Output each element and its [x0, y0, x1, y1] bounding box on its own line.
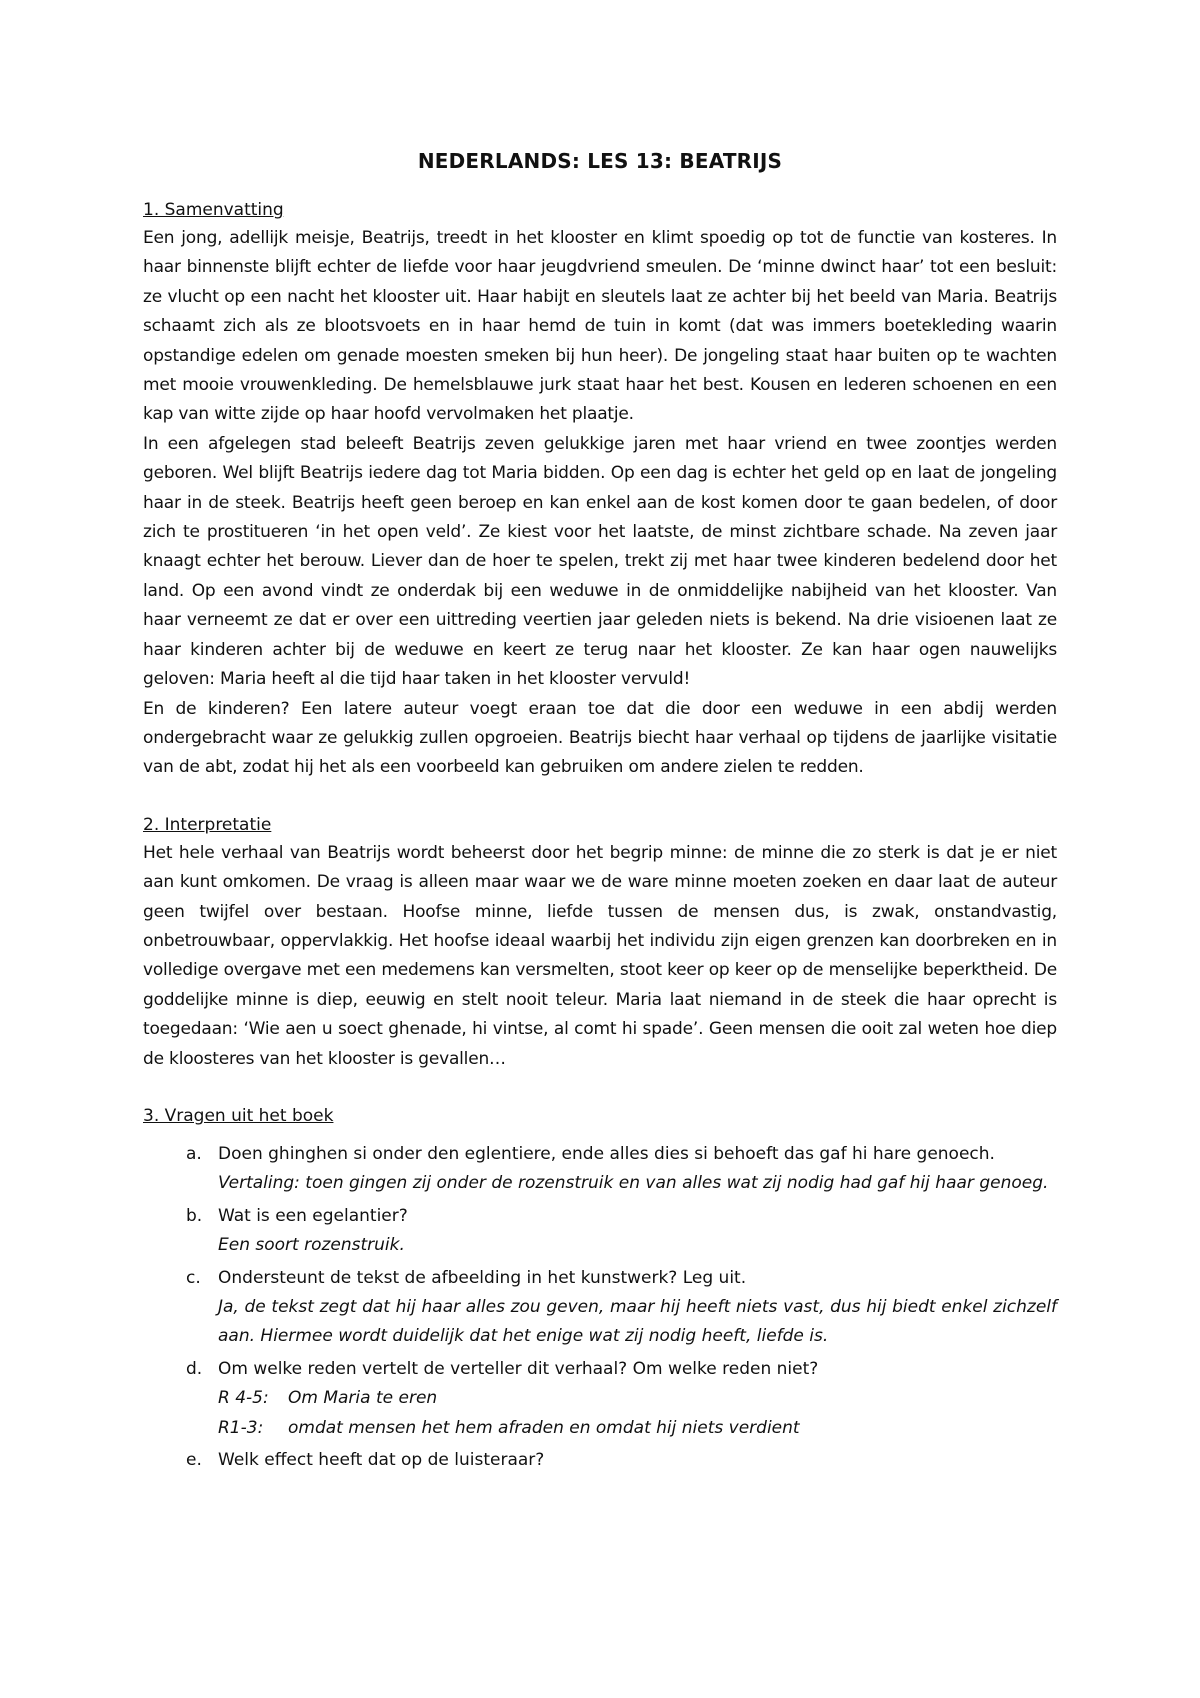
answer-row-text: Om Maria te eren	[288, 1388, 438, 1409]
document-page	[143, 148, 1057, 1503]
question-text: Ondersteunt de tekst de afbeelding in het kunstwerk? Leg uit.	[218, 1267, 747, 1288]
summary-paragraph-2: In een afgelegen stad beleeft Beatrijs zeven gelukkige jaren met haar vriend en twee zoontjes werden geboren. Wel blijft Beatrijs iedere dag tot Maria bidden. Op een dag is echter het geld op en laat de jongeling haar in de steek. Beatrijs heeft geen beroep en kan enkel aan de kost komen door te gaan bedelen, of door zich te prostitueren ‘in het open veld’. Ze kiest voor het laatste, de minst zichtbare schade. Na zeven jaar knaagt echter het berouw. Liever dan de hoer te spelen, trekt zij met haar twee kinderen bedelend door het land. Op een avond vindt ze onderdak bij een weduwe in de onmiddelijke nabijheid van het klooster. Van haar verneemt ze dat er over een uittreding veertien jaar geleden niets is bekend. Na drie visioenen laat ze haar kinderen achter bij de weduwe en keert ze terug naar het klooster. Ze kan haar ogen nauwelijks geloven: Maria heeft al die tijd haar taken in het klooster vervuld!	[143, 433, 1057, 690]
question-text: Wat is een egelantier?	[218, 1205, 408, 1226]
interpretation-paragraph: Het hele verhaal van Beatrijs wordt beheerst door het begrip minne: de minne die zo sterk is dat je er niet aan kunt omkomen. De vraag is alleen maar waar we de ware minne moeten zoeken en daar laat de auteur geen twijfel over bestaan. Hoofse minne, liefde tussen de mensen dus, is zwak, onstandvastig, onbetrouwbaar, oppervlakkig. Het hoofse ideaal waarbij het individu zijn eigen grenzen kan doorbreken en in volledige overgave met een medemens kan versmelten, stoot keer op keer op de menselijke beperktheid. De goddelijke minne is diep, eeuwig en stelt nooit teleur. Maria laat niemand in de steek die haar oprecht is toegedaan: ‘Wie aen u soect ghenade, hi vintse, al comt hi spade’. Geen mensen die ooit zal weten hoe diep de kloosteres van het klooster is gevallen…	[143, 842, 1057, 1069]
question-item-b	[143, 1202, 1057, 1261]
question-text: Doen ghinghen si onder den eglentiere, ende alles dies si behoeft das gaf hi hare genoech.	[218, 1143, 995, 1164]
question-letter: a.	[186, 1143, 202, 1164]
question-text: Welk effect heeft dat op de luisteraar?	[218, 1450, 545, 1471]
question-letter: e.	[186, 1450, 202, 1471]
section-summary	[143, 196, 1057, 783]
question-text: Om welke reden vertelt de verteller dit verhaal? Om welke reden niet?	[218, 1358, 819, 1379]
answer-row-1	[218, 1384, 1057, 1413]
section-heading-summary: 1. Samenvatting	[143, 200, 284, 220]
question-item-a	[143, 1140, 1057, 1199]
question-letter: b.	[186, 1205, 203, 1226]
answer-text: Vertaling: toen gingen zij onder de rozenstruik en van alles wat zij nodig had gaf hij haar genoeg.	[218, 1173, 1049, 1194]
question-letter: d.	[186, 1358, 203, 1379]
answer-row-code: R 4-5:	[218, 1388, 269, 1409]
question-list	[143, 1140, 1057, 1475]
answer-row-text: omdat mensen het hem afraden en omdat hij niets verdient	[288, 1417, 800, 1438]
answer-text: Een soort rozenstruik.	[218, 1235, 405, 1256]
question-letter: c.	[186, 1267, 201, 1288]
section-interpretation	[143, 811, 1057, 1074]
question-item-c	[143, 1264, 1057, 1352]
answer-text: Ja, de tekst zegt dat hij haar alles zou geven, maar hij heeft niets vast, dus hij biedt enkel zichzelf aan. Hiermee wordt duidelijk dat het enige wat zij nodig heeft, liefde is.	[218, 1297, 1057, 1347]
answer-row-2	[218, 1414, 1057, 1443]
summary-paragraph-3: En de kinderen? Een latere auteur voegt eraan toe dat die door een weduwe in een abdij werden ondergebracht waar ze gelukkig zullen opgroeien. Beatrijs biecht haar verhaal op tijdens de jaarlijke visitatie van de abt, zodat hij het als een voorbeeld kan gebruiken om andere zielen te redden.	[143, 698, 1057, 778]
question-item-e	[143, 1446, 1057, 1475]
document-title: NEDERLANDS: LES 13: BEATRIJS	[417, 149, 783, 173]
summary-paragraph-1: Een jong, adellijk meisje, Beatrijs, treedt in het klooster en klimt spoedig op tot de functie van kosteres. In haar binnenste blijft echter de liefde voor haar jeugdvriend smeulen. De ‘minne dwinct haar’ tot een besluit: ze vlucht op een nacht het klooster uit. Haar habijt en sleutels laat ze achter bij het beeld van Maria. Beatrijs schaamt zich als ze blootsvoets en in haar hemd de tuin in komt (dat was immers boetekleding waarin opstandige edelen om genade moesten smeken bij hun heer). De jongeling staat haar buiten op te wachten met mooie vrouwenkleding. De hemelsblauwe jurk staat haar het best. Kousen en lederen schoenen en een kap van witte zijde op haar hoofd vervolmaken het plaatje.	[143, 228, 1057, 425]
section-questions	[143, 1102, 1057, 1475]
answer-row-code: R1-3:	[218, 1417, 264, 1438]
question-item-d	[143, 1355, 1057, 1443]
section-heading-interpretation: 2. Interpretatie	[143, 814, 272, 835]
section-heading-questions: 3. Vragen uit het boek	[143, 1105, 334, 1126]
